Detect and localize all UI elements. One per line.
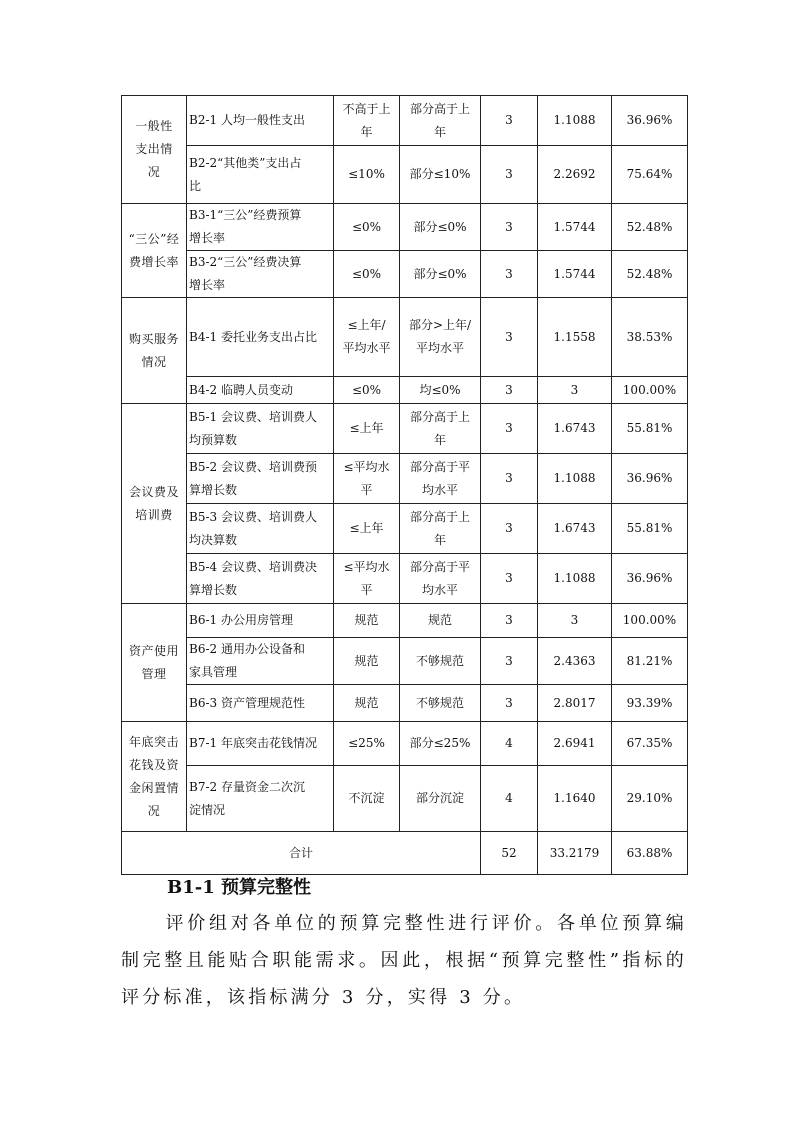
rate-cell: 29.10% — [612, 766, 688, 832]
section-paragraph-text: 评价组对各单位的预算完整性进行评价。各单位预算编制完整且能贴合职能需求。因此，根据“预算完整性”指标的评分标准，该指标满分 3 分，实得 3 分。 — [121, 913, 687, 1008]
total-label-cell: 合计 — [122, 832, 481, 875]
standard-cell: ≤0% — [334, 377, 400, 404]
indicator-cell: B6-2 通用办公设备和 家具管理 — [187, 638, 334, 685]
result-cell: 部分≤0% — [400, 204, 481, 251]
indicator-cell: B4-1 委托业务支出占比 — [187, 298, 334, 377]
indicator-cell: B4-2 临聘人员变动 — [187, 377, 334, 404]
standard-cell: ≤0% — [334, 204, 400, 251]
result-cell: 规范 — [400, 604, 481, 638]
result-cell: 部分高于上 年 — [400, 96, 481, 146]
rate-cell: 81.21% — [612, 638, 688, 685]
table-row — [122, 685, 688, 722]
indicator-cell: B5-4 会议费、培训费决 算增长数 — [187, 554, 334, 604]
full-score-cell: 3 — [481, 504, 538, 554]
result-cell: 部分高于上 年 — [400, 404, 481, 454]
category-cell: 购买服务 情况 — [122, 298, 187, 404]
table-row — [122, 377, 688, 404]
indicator-cell: B5-3 会议费、培训费人 均决算数 — [187, 504, 334, 554]
score-cell: 1.5744 — [538, 251, 612, 298]
result-cell: 部分≤10% — [400, 146, 481, 204]
rate-cell: 36.96% — [612, 554, 688, 604]
result-cell: 部分沉淀 — [400, 766, 481, 832]
result-cell: 部分高于平 均水平 — [400, 454, 481, 504]
result-cell: 部分>上年/ 平均水平 — [400, 298, 481, 377]
result-cell: 部分高于平 均水平 — [400, 554, 481, 604]
section-paragraph — [121, 905, 687, 1016]
indicator-cell: B3-1“三公”经费预算 增长率 — [187, 204, 334, 251]
table-row — [122, 454, 688, 504]
total-score-cell: 33.2179 — [538, 832, 612, 875]
rate-cell: 67.35% — [612, 722, 688, 766]
rate-cell: 75.64% — [612, 146, 688, 204]
full-score-cell: 3 — [481, 298, 538, 377]
full-score-cell: 3 — [481, 685, 538, 722]
rate-cell: 52.48% — [612, 251, 688, 298]
score-cell: 1.1558 — [538, 298, 612, 377]
section-heading: B1-1 预算完整性 — [167, 877, 311, 898]
standard-cell: ≤10% — [334, 146, 400, 204]
rate-cell: 100.00% — [612, 377, 688, 404]
result-cell: 部分高于上 年 — [400, 504, 481, 554]
indicator-cell: B5-2 会议费、培训费预 算增长数 — [187, 454, 334, 504]
standard-cell: ≤平均水 平 — [334, 454, 400, 504]
full-score-cell: 3 — [481, 454, 538, 504]
full-score-cell: 4 — [481, 722, 538, 766]
standard-cell: ≤上年 — [334, 504, 400, 554]
table-row — [122, 554, 688, 604]
rate-cell: 100.00% — [612, 604, 688, 638]
table-row — [122, 504, 688, 554]
result-cell: 不够规范 — [400, 638, 481, 685]
full-score-cell: 3 — [481, 146, 538, 204]
category-cell: 资产使用 管理 — [122, 604, 187, 722]
full-score-cell: 3 — [481, 554, 538, 604]
indicator-cell: B6-1 办公用房管理 — [187, 604, 334, 638]
score-cell: 2.8017 — [538, 685, 612, 722]
standard-cell: ≤0% — [334, 251, 400, 298]
standard-cell: 规范 — [334, 638, 400, 685]
score-cell: 1.1088 — [538, 554, 612, 604]
result-cell: 部分≤25% — [400, 722, 481, 766]
table-row — [122, 766, 688, 832]
standard-cell: ≤平均水 平 — [334, 554, 400, 604]
category-cell: 一般性 支出情 况 — [122, 96, 187, 204]
standard-cell: ≤25% — [334, 722, 400, 766]
score-cell: 2.2692 — [538, 146, 612, 204]
score-cell: 1.6743 — [538, 404, 612, 454]
table-row — [122, 604, 688, 638]
rate-cell: 93.39% — [612, 685, 688, 722]
result-cell: 不够规范 — [400, 685, 481, 722]
table-row — [122, 404, 688, 454]
score-cell: 3 — [538, 377, 612, 404]
score-table-body — [122, 96, 688, 875]
rate-cell: 36.96% — [612, 96, 688, 146]
standard-cell: 不高于上 年 — [334, 96, 400, 146]
rate-cell: 36.96% — [612, 454, 688, 504]
full-score-cell: 3 — [481, 404, 538, 454]
category-cell: “三公”经 费增长率 — [122, 204, 187, 298]
rate-cell: 52.48% — [612, 204, 688, 251]
result-cell: 部分≤0% — [400, 251, 481, 298]
score-cell: 2.4363 — [538, 638, 612, 685]
score-cell: 1.1088 — [538, 96, 612, 146]
category-cell: 会议费及 培训费 — [122, 404, 187, 604]
standard-cell: ≤上年/ 平均水平 — [334, 298, 400, 377]
score-cell: 1.1088 — [538, 454, 612, 504]
category-cell: 年底突击 花钱及资 金闲置情 况 — [122, 722, 187, 832]
indicator-cell: B7-1 年底突击花钱情况 — [187, 722, 334, 766]
table-row — [122, 638, 688, 685]
table-row — [122, 96, 688, 146]
standard-cell: 规范 — [334, 685, 400, 722]
score-cell: 3 — [538, 604, 612, 638]
full-score-cell: 3 — [481, 638, 538, 685]
indicator-cell: B2-2“其他类”支出占 比 — [187, 146, 334, 204]
full-score-cell: 3 — [481, 604, 538, 638]
table-row — [122, 146, 688, 204]
total-row — [122, 832, 688, 875]
full-score-cell: 4 — [481, 766, 538, 832]
rate-cell: 55.81% — [612, 404, 688, 454]
table-row — [122, 251, 688, 298]
table-row — [122, 204, 688, 251]
score-cell: 1.1640 — [538, 766, 612, 832]
total-full-cell: 52 — [481, 832, 538, 875]
result-cell: 均≤0% — [400, 377, 481, 404]
score-cell: 1.5744 — [538, 204, 612, 251]
full-score-cell: 3 — [481, 96, 538, 146]
indicator-cell: B6-3 资产管理规范性 — [187, 685, 334, 722]
score-cell: 1.6743 — [538, 504, 612, 554]
indicator-cell: B7-2 存量资金二次沉 淀情况 — [187, 766, 334, 832]
total-rate-cell: 63.88% — [612, 832, 688, 875]
score-cell: 2.6941 — [538, 722, 612, 766]
table-row — [122, 722, 688, 766]
score-table — [121, 95, 688, 875]
full-score-cell: 3 — [481, 251, 538, 298]
rate-cell: 38.53% — [612, 298, 688, 377]
standard-cell: ≤上年 — [334, 404, 400, 454]
full-score-cell: 3 — [481, 377, 538, 404]
rate-cell: 55.81% — [612, 504, 688, 554]
full-score-cell: 3 — [481, 204, 538, 251]
table-row — [122, 298, 688, 377]
indicator-cell: B2-1 人均一般性支出 — [187, 96, 334, 146]
indicator-cell: B5-1 会议费、培训费人 均预算数 — [187, 404, 334, 454]
standard-cell: 规范 — [334, 604, 400, 638]
standard-cell: 不沉淀 — [334, 766, 400, 832]
indicator-cell: B3-2“三公”经费决算 增长率 — [187, 251, 334, 298]
